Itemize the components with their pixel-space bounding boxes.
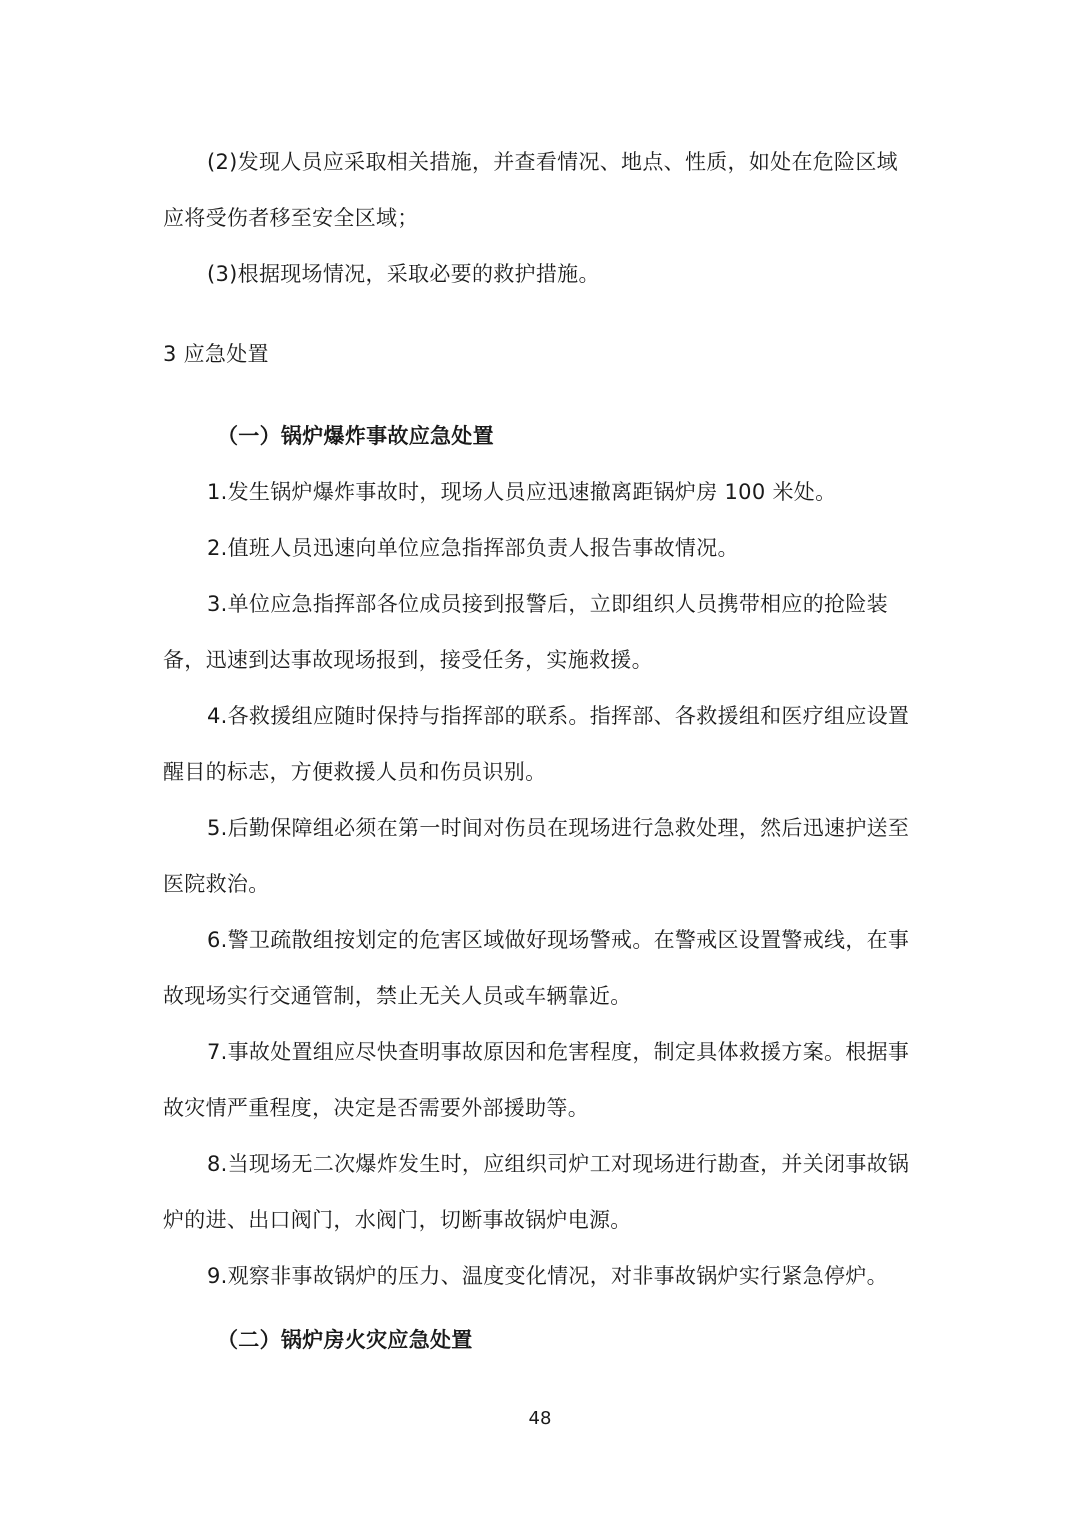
paragraph-line: 故灾情严重程度，决定是否需要外部援助等。: [163, 1096, 589, 1120]
paragraph-line: (2)发现人员应采取相关措施，并查看情况、地点、性质，如处在危险区域: [207, 150, 898, 174]
paragraph-line: (3)根据现场情况，采取必要的救护措施。: [207, 262, 600, 286]
paragraph-line: 9.观察非事故锅炉的压力、温度变化情况，对非事故锅炉实行紧急停炉。: [207, 1264, 888, 1288]
paragraph-line: 应将受伤者移至安全区域；: [163, 206, 419, 230]
paragraph-line: 5.后勤保障组必须在第一时间对伤员在现场进行急救处理，然后迅速护送至: [207, 816, 910, 840]
page-number: 48: [528, 1408, 552, 1429]
paragraph-line: 6.警卫疏散组按划定的危害区域做好现场警戒。在警戒区设置警戒线，在事: [207, 928, 910, 952]
paragraph-line: 8.当现场无二次爆炸发生时，应组织司炉工对现场进行勘查，并关闭事故锅: [207, 1152, 910, 1176]
paragraph-line: 1.发生锅炉爆炸事故时，现场人员应迅速撤离距锅炉房 100 米处。: [207, 480, 837, 504]
paragraph-line: 备，迅速到达事故现场报到，接受任务，实施救援。: [163, 648, 653, 672]
paragraph-line: 故现场实行交通管制，禁止无关人员或车辆靠近。: [163, 984, 632, 1008]
subsection-heading: （二）锅炉房火灾应急处置: [217, 1328, 473, 1352]
paragraph-line: 7.事故处置组应尽快查明事故原因和危害程度，制定具体救援方案。根据事: [207, 1040, 910, 1064]
paragraph-line: 4.各救援组应随时保持与指挥部的联系。指挥部、各救援组和医疗组应设置: [207, 704, 910, 728]
paragraph-line: 医院救治。: [163, 872, 270, 896]
paragraph-line: 2.值班人员迅速向单位应急指挥部负责人报告事故情况。: [207, 536, 739, 560]
subsection-heading: （一）锅炉爆炸事故应急处置: [217, 424, 494, 448]
paragraph-line: 醒目的标志，方便救援人员和伤员识别。: [163, 760, 547, 784]
paragraph-line: 3.单位应急指挥部各位成员接到报警后，立即组织人员携带相应的抢险装: [207, 592, 888, 616]
paragraph-line: 炉的进、出口阀门，水阀门，切断事故锅炉电源。: [163, 1208, 632, 1232]
section-title: 3 应急处置: [163, 342, 269, 366]
